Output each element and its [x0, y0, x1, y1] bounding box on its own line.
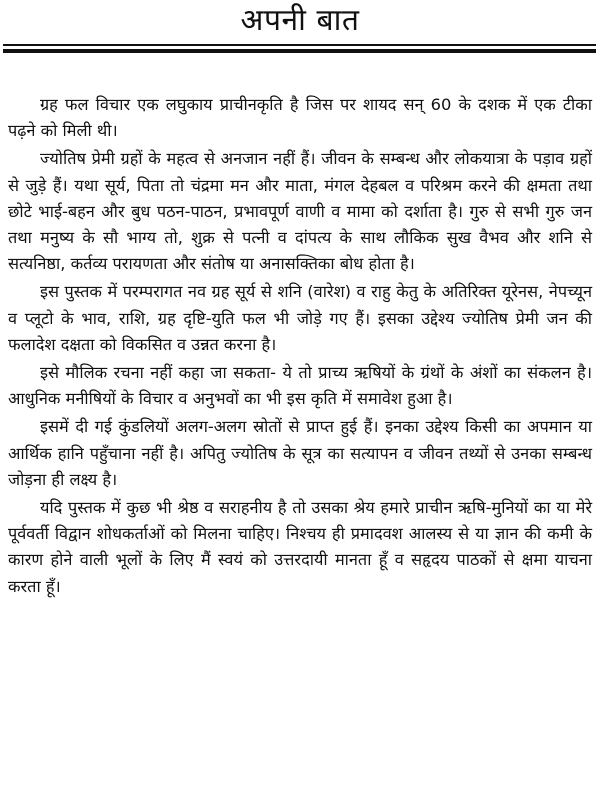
paragraph-5: इसमें दी गई कुंडलियों अलग-अलग स्रोतों से प्राप्त हुई हैं। इनका उद्देश्य किसी का अपमान या आर्थिक हानि पहुँचाना नहीं है। अपितु ज्योतिष के सूत्र का सत्यापन व जीवन तथ्यों से उनका सम्बन्ध जोड़ना ही लक्ष्य है।	[8, 417, 592, 489]
paragraph-1: ग्रह फल विचार एक लघुकाय प्राचीनकृति है जिस पर शायद सन् 60 के दशक में एक टीका पढ़ने को मिली थी।	[8, 95, 592, 141]
page-title: अपनी बात	[240, 3, 360, 38]
paragraph-3: इस पुस्तक में परम्परागत नव ग्रह सूर्य से शनि (वारेश) व राहु केतु के अतिरिक्त यूरेनस, नेपच्यून व प्लूटो के भाव, राशि, ग्रह दृष्टि-युति फल भी जोड़े गए हैं। इसका उद्देश्य ज्योतिष प्रेमी जन की फलादेश दक्षता को विकसित व उन्नत करना है।	[8, 282, 592, 354]
paragraph-4: इसे मौलिक रचना नहीं कहा जा सकता- ये तो प्राच्य ऋषियों के ग्रंथों के अंशों का संकलन है। आधुनिक मनीषियों के विचार व अनुभवों का भी इस कृति में समावेश हुआ है।	[8, 363, 592, 409]
title-rule-thin	[3, 44, 596, 46]
paragraph-6: यदि पुस्तक में कुछ भी श्रेष्ठ व सराहनीय है तो उसका श्रेय हमारे प्राचीन ऋषि-मुनियों का या मेरे पूर्ववर्ती विद्वान शोधकर्ताओं को मिलना चाहिए। निश्चय ही प्रमादवश आलस्य से या ज्ञान की कमी के कारण होने वाली भूलों के लिए मैं स्वयं को उत्तरदायी मानता हूँ व सहृदय पाठकों से क्षमा याचना करता हूँ।	[8, 498, 592, 596]
body-text	[8, 92, 592, 600]
title-rule-thick	[3, 49, 596, 53]
paragraph-2: ज्योतिष प्रेमी ग्रहों के महत्व से अनजान नहीं हैं। जीवन के सम्बन्ध और लोकयात्रा के पड़ाव ग्रहों से जुड़े हैं। यथा सूर्य, पिता तो चंद्रमा मन और माता, मंगल देहबल व परिश्रम करने की क्षमता तथा छोटे भाई-बहन और बुध पठन-पाठन, प्रभावपूर्ण वाणी व मामा को दर्शाता है। गुरु से सभी गुरु जन तथा मनुष्य के सौ भाग्य तो, शुक्र से पत्नी व दांपत्य के साथ लौकिक सुख वैभव और शनि से सत्यनिष्ठा, कर्तव्य परायणता और संतोष या अनासक्तिका बोध होता है।	[8, 149, 592, 274]
